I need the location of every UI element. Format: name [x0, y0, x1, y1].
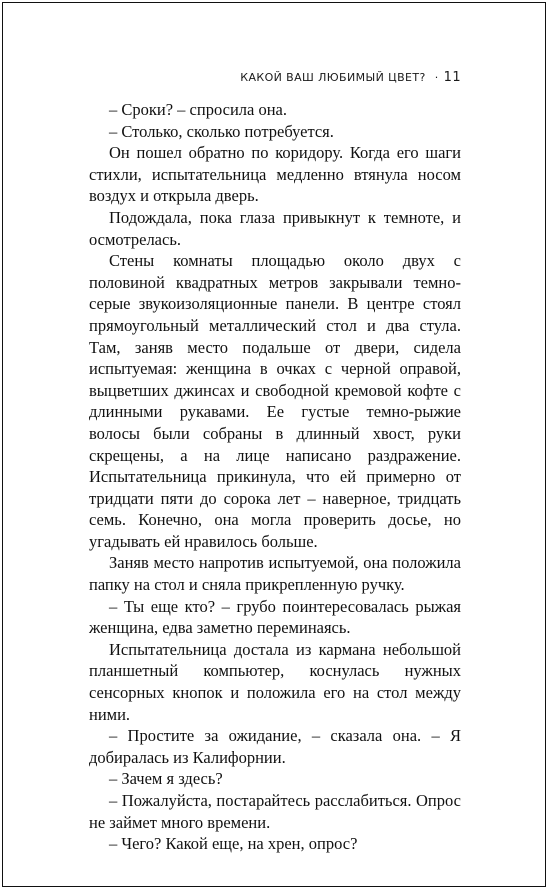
- paragraph: Испытательница достала из кармана небольшой планшетный компьютер, коснулась нужных сенсорных кнопок и положила его на стол между ними.: [89, 639, 461, 724]
- paragraph: – Сроки? – спросила она.: [109, 100, 287, 119]
- paragraph: – Столько, сколько потребуется.: [109, 121, 334, 141]
- paragraph: – Простите за ожидание, – сказала она. – Я добиралась из Калифорнии.: [89, 726, 461, 767]
- book-page: [2, 2, 546, 887]
- paragraph: – Ты еще кто? – грубо поинтересовалась рыжая женщина, едва заметно переминаясь.: [89, 596, 461, 638]
- paragraph: Подождала, пока глаза привыкнут к темноте, и осмотрелась.: [89, 207, 461, 249]
- running-title: КАКОЙ ВАШ ЛЮБИМЫЙ ЦВЕТ?: [240, 71, 426, 84]
- header-separator: ·: [434, 71, 439, 84]
- paragraph: – Чего? Какой еще, на хрен, опрос?: [109, 834, 358, 854]
- paragraph: – Пожалуйста, постарайтесь расслабиться. Опрос не займет много времени.: [89, 791, 461, 832]
- paragraph: Стены комнаты площадью около двух с половиной квадратных метров закрывали темно-серые звукоизоляционные панели. В центре стоял прямоугольный металлический стол и два стула. Там, заняв место подальше от двери, сидела испытуемая: женщина в очках с черной оправой, выцветших джинсах и свободной кремовой кофте с длинными рукавами. Ее густые темно-рыжие волосы были собраны в длинный хвост, руки скрещены, а на лице написано раздражение. Испытательница прикинула, что ей примерно от тридцати пяти до сорока лет – наверное, тридцать семь. Конечно, она могла проверить досье, но угадывать ей нравилось больше.: [89, 251, 461, 551]
- paragraph: Он пошел обратно по коридору. Когда его шаги стихли, испытательница медленно втянула носом воздух и открыла дверь.: [89, 143, 461, 206]
- page-number: 11: [443, 70, 461, 85]
- paragraph: – Зачем я здесь?: [109, 769, 223, 789]
- paragraph: Заняв место напротив испытуемой, она положила папку на стол и сняла прикрепленную ручку.: [89, 553, 461, 595]
- running-header: [89, 70, 461, 85]
- body-text: [89, 99, 461, 855]
